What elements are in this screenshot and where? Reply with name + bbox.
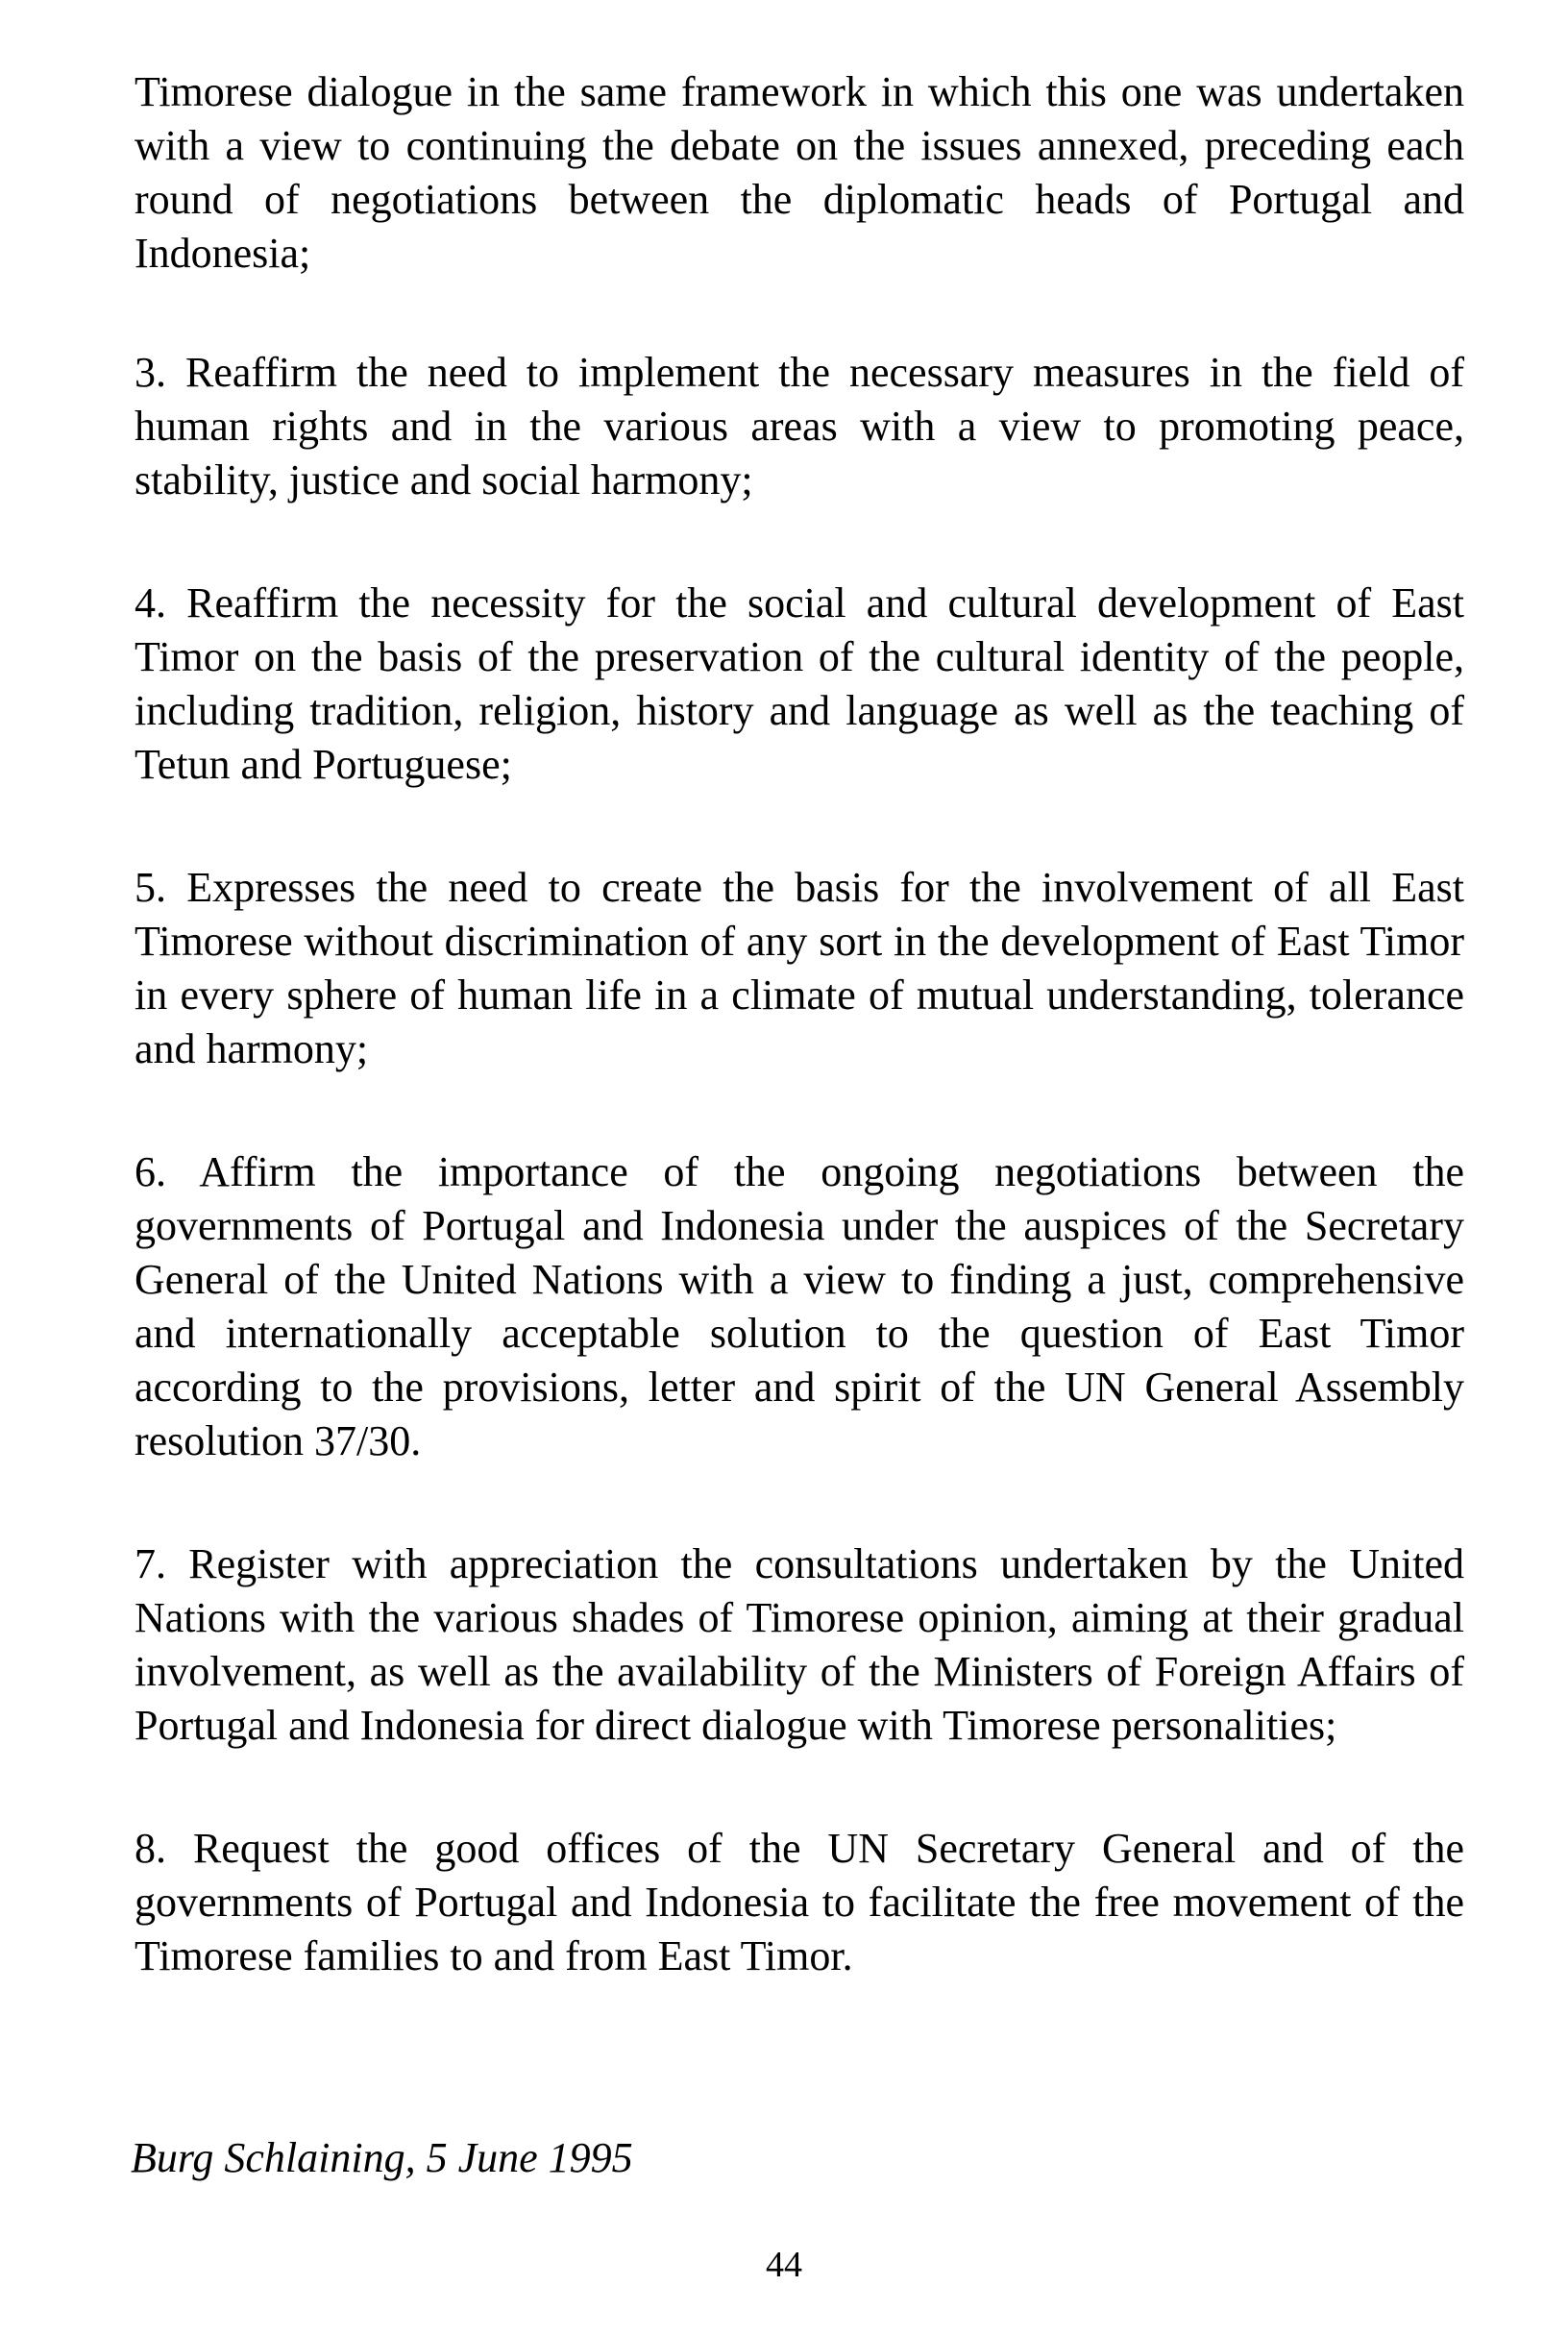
page-number: 44 [766,2245,802,2285]
dateline: Burg Schlaining, 5 June 1995 [131,2134,633,2181]
paragraph-item-4: 4. Reaffirm the necessity for the social and cultural development of East Timor on the basis of the preservation of the cultural identity of the people, including tradition, religion, history and language as well as the teaching of Tetun and Portuguese; [135,579,1464,788]
paragraph-item-8: 8. Request the good offices of the UN Secretary General and of the governments of Portugal and Indonesia to facilitate the free movement of the Timorese families to and from East Timor. [135,1825,1464,1979]
paragraph-item-6: 6. Affirm the importance of the ongoing negotiations between the governments of Portugal and Indonesia under the auspices of the Secretary General of the United Nations with a view to finding a just, comprehensive and internationally acceptable solution to the question of East Timor according to the provisions, letter and spirit of the UN General Assembly resolution 37/30. [135,1148,1464,1464]
paragraph-item-3: 3. Reaffirm the need to implement the necessary measures in the field of human rights and in the various areas with a view to promoting peace, stability, justice and social harmony; [135,349,1464,504]
paragraph-item-7: 7. Register with appreciation the consultations undertaken by the United Nations with the various shades of Timorese opinion, aiming at their gradual involvement, as well as the availability of the Ministers of Foreign Affairs of Portugal and Indonesia for direct dialogue with Timorese personalities; [135,1540,1464,1749]
document-page [135,65,1464,2052]
paragraph-continuation: Timorese dialogue in the same framework in which this one was undertaken with a view to continuing the debate on the issues annexed, preceding each round of negotiations between the diplomatic heads of Portugal and Indonesia; [135,68,1464,277]
paragraph-item-5: 5. Expresses the need to create the basis for the involvement of all East Timorese without discrimination of any sort in the development of East Timor in every sphere of human life in a climate of mutual understanding, tolerance and harmony; [135,864,1464,1072]
